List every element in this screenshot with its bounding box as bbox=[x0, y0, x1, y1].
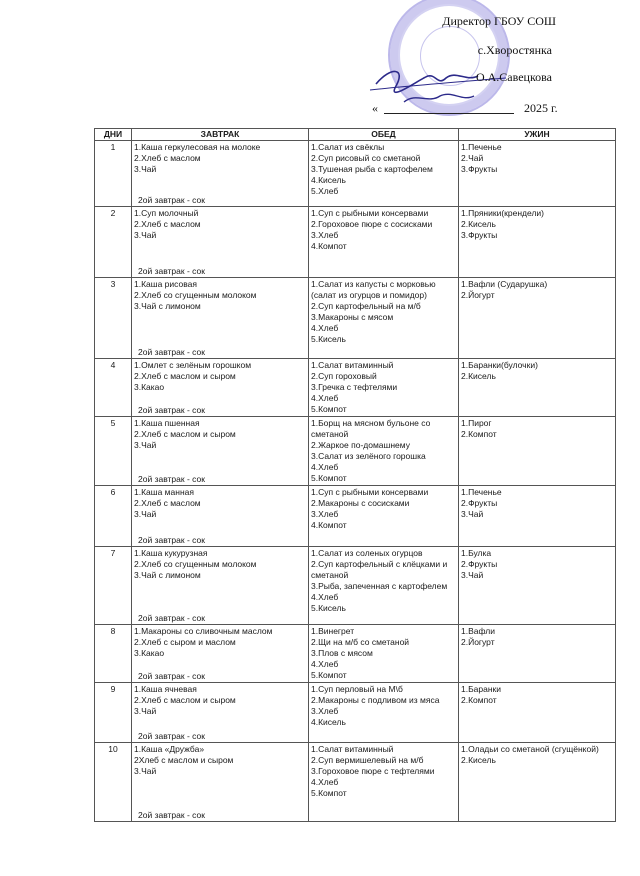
lunch-cell bbox=[309, 359, 459, 417]
breakfast-item: 2.Хлеб со сгущенным молоком bbox=[134, 559, 257, 569]
lunch-item: 1.Салат из капусты с морковью (салат из огурцов и помидор) bbox=[311, 279, 436, 300]
dinner-cell bbox=[459, 278, 616, 359]
lunch-item: 5.Компот bbox=[311, 788, 347, 798]
lunch-item: 1.Суп с рыбными консервами bbox=[311, 487, 429, 497]
dinner-item: 1.Баранки bbox=[461, 684, 502, 694]
breakfast-item: 3.Чай bbox=[134, 706, 157, 716]
breakfast-item: 2.Хлеб со сгущенным молоком bbox=[134, 290, 257, 300]
lunch-item: 1.Суп перловый на М\б bbox=[311, 684, 403, 694]
menu-row bbox=[95, 278, 616, 359]
dinner-item: 1.Вафли (Сударушка) bbox=[461, 279, 548, 289]
dinner-item: 2.Кисель bbox=[461, 371, 496, 381]
breakfast-item: 1.Каша кукурузная bbox=[134, 548, 208, 558]
lunch-item: 3.Хлеб bbox=[311, 230, 339, 240]
breakfast-cell bbox=[132, 359, 309, 417]
col-header-breakfast: ЗАВТРАК bbox=[132, 129, 309, 141]
day-number: 8 bbox=[95, 625, 132, 683]
lunch-item: 2.Суп рисовый со сметаной bbox=[311, 153, 421, 163]
breakfast-item: 1.Каша пшенная bbox=[134, 418, 200, 428]
breakfast-item: 2.Хлеб с маслом и сыром bbox=[134, 695, 236, 705]
breakfast-item: 3.Чай bbox=[134, 509, 157, 519]
lunch-cell bbox=[309, 207, 459, 278]
lunch-item: 2.Суп вермишелевый на м/б bbox=[311, 755, 424, 765]
lunch-item: 4.Хлеб bbox=[311, 659, 339, 669]
lunch-item: 1.Салат витаминный bbox=[311, 744, 394, 754]
lunch-item: 5.Компот bbox=[311, 404, 347, 414]
lunch-item: 4.Хлеб bbox=[311, 393, 339, 403]
breakfast-item: 1.Каша рисовая bbox=[134, 279, 197, 289]
lunch-item: 1.Суп с рыбными консервами bbox=[311, 208, 429, 218]
menu-row bbox=[95, 486, 616, 547]
lunch-item: 3.Хлеб bbox=[311, 509, 339, 519]
dinner-item: 3.Чай bbox=[461, 509, 484, 519]
dinner-item: 2.Кисель bbox=[461, 755, 496, 765]
day-number: 4 bbox=[95, 359, 132, 417]
breakfast-item: 2.Хлеб с маслом и сыром bbox=[134, 429, 236, 439]
menu-row bbox=[95, 683, 616, 743]
breakfast-item: 2.Хлеб с маслом bbox=[134, 219, 201, 229]
lunch-item: 5.Компот bbox=[311, 473, 347, 483]
lunch-item: 4.Кисель bbox=[311, 175, 346, 185]
lunch-cell bbox=[309, 547, 459, 625]
lunch-item: 1.Салат витаминный bbox=[311, 360, 394, 370]
breakfast-item: 3.Какао bbox=[134, 648, 165, 658]
dinner-item: 1.Оладьи со сметаной (сгущёнкой) bbox=[461, 744, 599, 754]
breakfast-cell bbox=[132, 743, 309, 822]
lunch-item: 1.Винегрет bbox=[311, 626, 355, 636]
dinner-item: 1.Печенье bbox=[461, 487, 502, 497]
menu-row bbox=[95, 359, 616, 417]
breakfast-item: 1.Каша манная bbox=[134, 487, 194, 497]
lunch-item: 2.Макароны с подливом из мяса bbox=[311, 695, 440, 705]
dinner-cell bbox=[459, 417, 616, 486]
dinner-cell bbox=[459, 547, 616, 625]
breakfast-item: 1.Макароны со сливочным маслом bbox=[134, 626, 273, 636]
col-header-dinner: УЖИН bbox=[459, 129, 616, 141]
dinner-item: 3.Фрукты bbox=[461, 164, 498, 174]
lunch-item: 2.Суп гороховый bbox=[311, 371, 377, 381]
dinner-cell bbox=[459, 207, 616, 278]
lunch-item: 3.Салат из зелёного горошка bbox=[311, 451, 426, 461]
lunch-cell bbox=[309, 486, 459, 547]
day-number: 7 bbox=[95, 547, 132, 625]
second-breakfast-note: 2ой завтрак - сок bbox=[138, 195, 205, 205]
signer-name: О.А.Савецкова bbox=[475, 70, 552, 84]
lunch-cell bbox=[309, 141, 459, 207]
breakfast-item: 3.Чай bbox=[134, 230, 157, 240]
second-breakfast-note: 2ой завтрак - сок bbox=[138, 405, 205, 415]
breakfast-item: 2.Хлеб с маслом bbox=[134, 153, 201, 163]
menu-row bbox=[95, 141, 616, 207]
breakfast-item: 3.Чай с лимоном bbox=[134, 301, 201, 311]
approval-year: 2025 г. bbox=[524, 101, 558, 115]
dinner-item: 1.Пирог bbox=[461, 418, 492, 428]
lunch-item: 4.Кисель bbox=[311, 717, 346, 727]
village-name: с.Хворостянка bbox=[477, 43, 552, 57]
lunch-item: 4.Компот bbox=[311, 520, 347, 530]
menu-row bbox=[95, 625, 616, 683]
breakfast-item: 3.Чай bbox=[134, 766, 157, 776]
breakfast-cell bbox=[132, 683, 309, 743]
signature bbox=[366, 56, 516, 126]
dinner-item: 2.Компот bbox=[461, 429, 497, 439]
dinner-item: 2.Фрукты bbox=[461, 559, 498, 569]
breakfast-cell bbox=[132, 207, 309, 278]
lunch-item: 3.Гречка с тефтелями bbox=[311, 382, 398, 392]
dinner-item: 3.Фрукты bbox=[461, 230, 498, 240]
dinner-item: 2.Чай bbox=[461, 153, 484, 163]
lunch-item: 2.Суп картофельный с клёцками и сметаной bbox=[311, 559, 448, 580]
lunch-item: 5.Хлеб bbox=[311, 186, 339, 196]
second-breakfast-note: 2ой завтрак - сок bbox=[138, 535, 205, 545]
lunch-item: 3.Гороховое пюре с тефтелями bbox=[311, 766, 435, 776]
dinner-cell bbox=[459, 683, 616, 743]
breakfast-item: 2.Хлеб с маслом и сыром bbox=[134, 371, 236, 381]
date-line bbox=[384, 113, 514, 114]
lunch-item: 5.Кисель bbox=[311, 334, 346, 344]
second-breakfast-note: 2ой завтрак - сок bbox=[138, 810, 205, 820]
dinner-item: 2.Йогурт bbox=[461, 290, 495, 300]
dinner-item: 1.Печенье bbox=[461, 142, 502, 152]
lunch-item: 2.Щи на м/б со сметаной bbox=[311, 637, 410, 647]
lunch-item: 3.Хлеб bbox=[311, 706, 339, 716]
day-number: 10 bbox=[95, 743, 132, 822]
col-header-lunch: ОБЕД bbox=[309, 129, 459, 141]
breakfast-cell bbox=[132, 278, 309, 359]
breakfast-item: 2Хлеб с маслом и сыром bbox=[134, 755, 234, 765]
lunch-cell bbox=[309, 743, 459, 822]
dinner-cell bbox=[459, 486, 616, 547]
lunch-cell bbox=[309, 278, 459, 359]
lunch-item: 3.Плов с мясом bbox=[311, 648, 373, 658]
lunch-item: 4.Хлеб bbox=[311, 592, 339, 602]
lunch-item: 4.Компот bbox=[311, 241, 347, 251]
lunch-item: 1.Салат из свёклы bbox=[311, 142, 385, 152]
second-breakfast-note: 2ой завтрак - сок bbox=[138, 347, 205, 357]
dinner-item: 1.Баранки(булочки) bbox=[461, 360, 538, 370]
second-breakfast-note: 2ой завтрак - сок bbox=[138, 671, 205, 681]
dinner-item: 1.Булка bbox=[461, 548, 492, 558]
breakfast-item: 3.Чай bbox=[134, 164, 157, 174]
dinner-item: 2.Фрукты bbox=[461, 498, 498, 508]
breakfast-item: 2.Хлеб с маслом bbox=[134, 498, 201, 508]
dinner-item: 1.Пряники(крендели) bbox=[461, 208, 544, 218]
header-row bbox=[95, 129, 616, 141]
lunch-item: 3.Макароны с мясом bbox=[311, 312, 394, 322]
breakfast-item: 1.Каша геркулесовая на молоке bbox=[134, 142, 261, 152]
second-breakfast-note: 2ой завтрак - сок bbox=[138, 474, 205, 484]
day-number: 1 bbox=[95, 141, 132, 207]
day-number: 3 bbox=[95, 278, 132, 359]
dinner-cell bbox=[459, 141, 616, 207]
second-breakfast-note: 2ой завтрак - сок bbox=[138, 731, 205, 741]
lunch-cell bbox=[309, 417, 459, 486]
breakfast-item: 1.Суп молочный bbox=[134, 208, 199, 218]
breakfast-item: 1.Каша «Дружба» bbox=[134, 744, 205, 754]
lunch-item: 4.Хлеб bbox=[311, 777, 339, 787]
day-number: 9 bbox=[95, 683, 132, 743]
menu-row bbox=[95, 417, 616, 486]
lunch-item: 2.Гороховое пюре с сосисками bbox=[311, 219, 433, 229]
menu-row bbox=[95, 207, 616, 278]
dinner-cell bbox=[459, 625, 616, 683]
lunch-item: 4.Хлеб bbox=[311, 462, 339, 472]
breakfast-item: 3.Чай bbox=[134, 440, 157, 450]
lunch-item: 2.Суп картофельный на м/б bbox=[311, 301, 421, 311]
breakfast-item: 3.Чай с лимоном bbox=[134, 570, 201, 580]
date-open-quote: « bbox=[372, 101, 378, 115]
lunch-item: 2.Жаркое по-домашнему bbox=[311, 440, 410, 450]
breakfast-cell bbox=[132, 486, 309, 547]
dinner-cell bbox=[459, 743, 616, 822]
breakfast-item: 1.Омлет с зелёным горошком bbox=[134, 360, 252, 370]
breakfast-item: 2.Хлеб с сыром и маслом bbox=[134, 637, 236, 647]
menu-row bbox=[95, 743, 616, 822]
lunch-item: 3.Тушеная рыба с картофелем bbox=[311, 164, 433, 174]
dinner-cell bbox=[459, 359, 616, 417]
lunch-item: 4.Хлеб bbox=[311, 323, 339, 333]
day-number: 6 bbox=[95, 486, 132, 547]
lunch-item: 2.Макароны с сосисками bbox=[311, 498, 410, 508]
breakfast-cell bbox=[132, 141, 309, 207]
menu-table bbox=[94, 128, 616, 822]
breakfast-item: 1.Каша ячневая bbox=[134, 684, 197, 694]
day-number: 5 bbox=[95, 417, 132, 486]
breakfast-cell bbox=[132, 547, 309, 625]
breakfast-cell bbox=[132, 625, 309, 683]
dinner-item: 2.Компот bbox=[461, 695, 497, 705]
breakfast-cell bbox=[132, 417, 309, 486]
lunch-item: 5.Компот bbox=[311, 670, 347, 680]
second-breakfast-note: 2ой завтрак - сок bbox=[138, 266, 205, 276]
dinner-item: 1.Вафли bbox=[461, 626, 495, 636]
second-breakfast-note: 2ой завтрак - сок bbox=[138, 613, 205, 623]
dinner-item: 3.Чай bbox=[461, 570, 484, 580]
lunch-cell bbox=[309, 683, 459, 743]
lunch-item: 5.Кисель bbox=[311, 603, 346, 613]
lunch-cell bbox=[309, 625, 459, 683]
dinner-item: 2.Йогурт bbox=[461, 637, 495, 647]
day-number: 2 bbox=[95, 207, 132, 278]
breakfast-item: 3.Какао bbox=[134, 382, 165, 392]
col-header-days: ДНИ bbox=[95, 129, 132, 141]
lunch-item: 1.Салат из соленых огурцов bbox=[311, 548, 423, 558]
director-title: Директор ГБОУ СОШ bbox=[442, 14, 556, 28]
lunch-item: 1.Борщ на мясном бульоне со сметаной bbox=[311, 418, 431, 439]
menu-body bbox=[95, 141, 616, 822]
lunch-item: 3.Рыба, запеченная с картофелем bbox=[311, 581, 448, 591]
dinner-item: 2.Кисель bbox=[461, 219, 496, 229]
menu-row bbox=[95, 547, 616, 625]
